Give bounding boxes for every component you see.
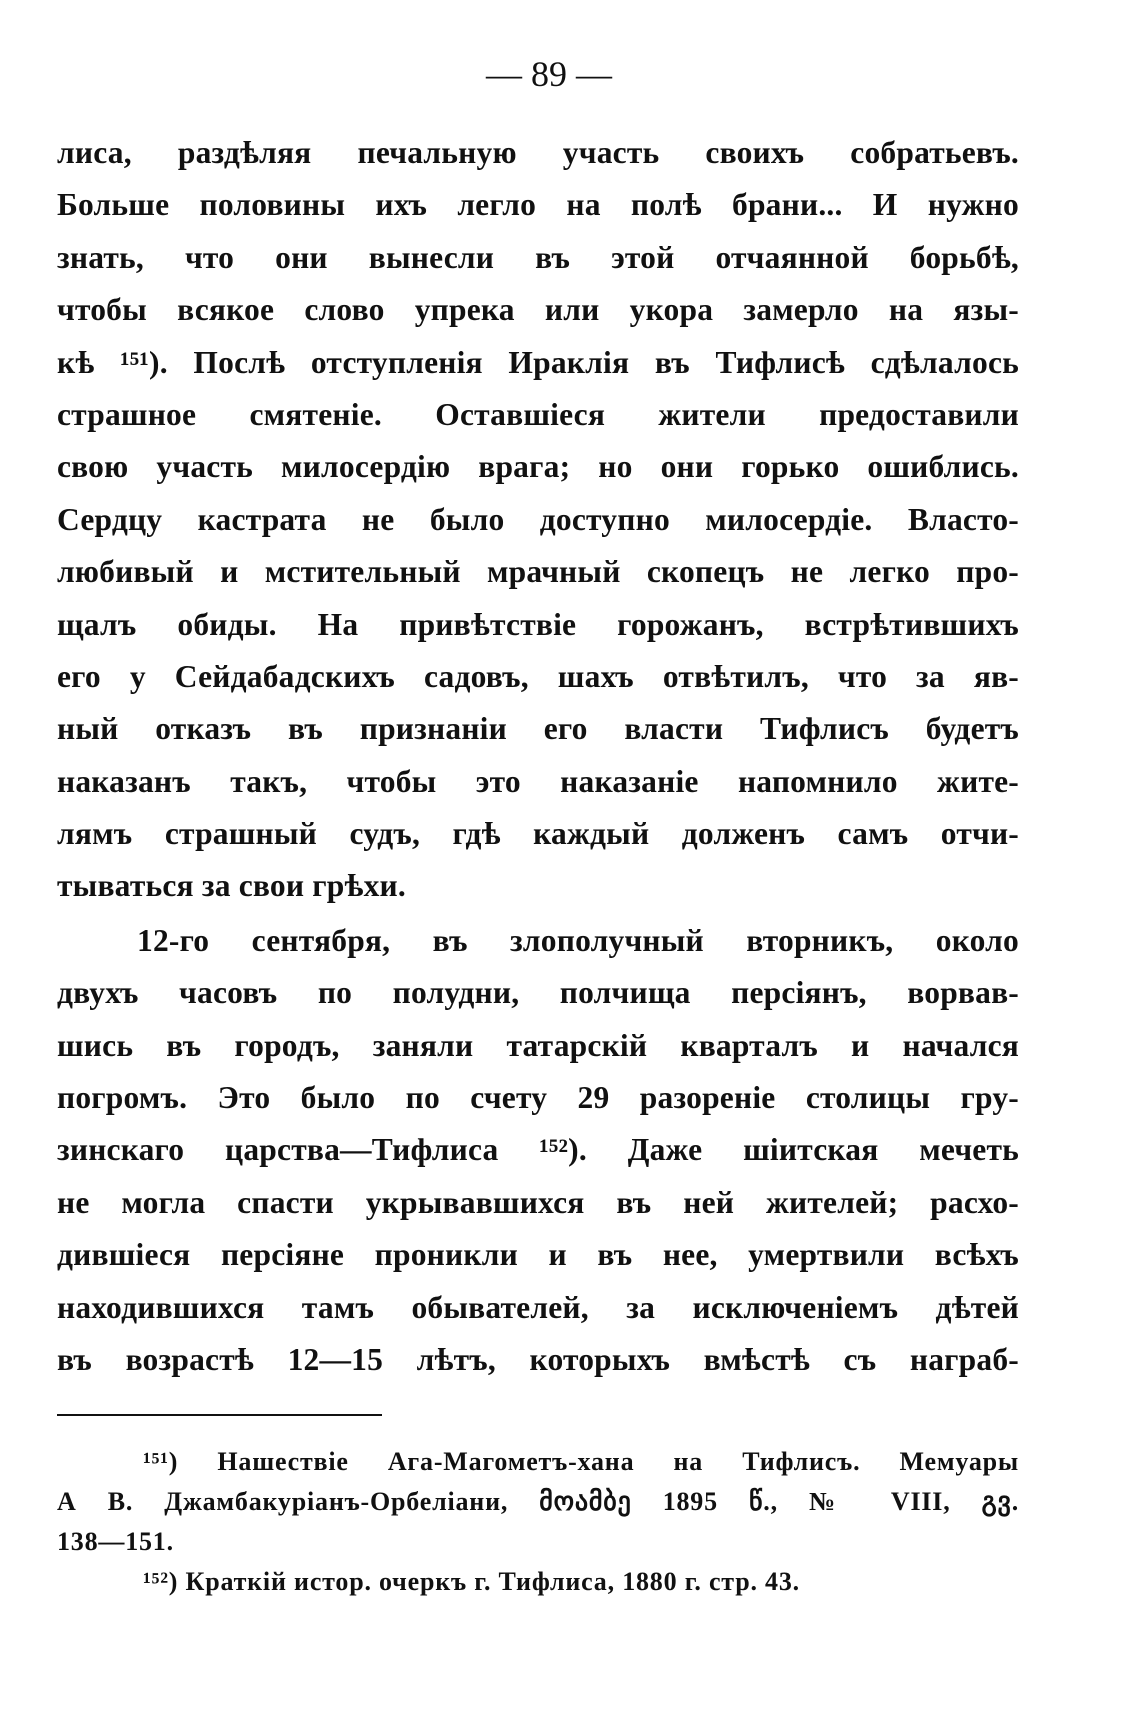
text-line: двухъ часовъ по полудни, полчища персіянъ, ворвав- (57, 975, 1019, 1011)
page-number: — 89 — (486, 54, 612, 94)
text-line: находившихся тамъ обывателей, за исключеніемъ дѣтей (57, 1289, 1019, 1325)
footnote-separator (57, 1414, 382, 1416)
text-line: его у Сейдабадскихъ садовъ, шахъ отвѣтилъ, что за яв- (57, 658, 1019, 694)
text-line: дившіеся персіяне проникли и въ нее, умертвили всѣхъ (57, 1237, 1019, 1273)
text-line: не могла спасти укрывавшихся въ ней жителей; расхо- (57, 1184, 1019, 1220)
text-line: любивый и мстительный мрачный скопецъ не легко про- (57, 554, 1019, 590)
text-line: щалъ обиды. На привѣтствіе горожанъ, встрѣтившихъ (57, 606, 1019, 642)
text-line: шись въ городъ, заняли татарскій кварталъ и начался (57, 1027, 1019, 1063)
text-line: наказанъ такъ, чтобы это наказаніе напомнило жите- (57, 763, 1019, 799)
text-line: зинскаго царства—Тифлиса ¹⁵²). Даже шіитская мечеть (57, 1132, 1019, 1168)
main-text (57, 127, 1019, 1386)
text-line: тываться за свои грѣхи. (57, 868, 406, 904)
text-line: ный отказъ въ признаніи его власти Тифлисъ будетъ (57, 711, 1019, 747)
footnote-152-line: ¹⁵²) Краткій истор. очеркъ г. Тифлиса, 1880 г. стр. 43. (143, 1567, 800, 1596)
text-line: знать, что они вынесли въ этой отчаянной борьбѣ, (57, 239, 1019, 275)
text-line: Сердцу кастрата не было доступно милосердіе. Власто- (57, 501, 1019, 537)
text-line: кѣ ¹⁵¹). Послѣ отступленія Ираклія въ Тифлисѣ сдѣлалось (57, 344, 1019, 380)
text-line: лямъ страшный судъ, гдѣ каждый долженъ самъ отчи- (57, 816, 1019, 852)
text-line: лиса, раздѣляя печальную участь своихъ собратьевъ. (57, 135, 1019, 170)
footnote-151-line: А В. Джамбакуріанъ-Орбеліани, მოამბე 1895 წ., № VIII, გვ. (57, 1487, 1019, 1516)
text-line: страшное смятеніе. Оставшіеся жители предоставили (57, 396, 1019, 432)
text-line: 12-го сентября, въ злополучный вторникъ, около (137, 922, 1019, 958)
footnotes (57, 1442, 1019, 1602)
text-line: погромъ. Это было по счету 29 разореніе столицы гру- (57, 1080, 1019, 1116)
text-line: Больше половины ихъ легло на полѣ брани... И нужно (57, 187, 1019, 223)
footnote-151-line: 138—151. (57, 1527, 174, 1556)
text-line: чтобы всякое слово упрека или укора замерло на язы- (57, 292, 1019, 328)
text-line: свою участь милосердію врага; но они горько ошиблись. (57, 449, 1019, 485)
text-line: въ возрастѣ 12—15 лѣтъ, которыхъ вмѣстѣ съ награб- (57, 1341, 1019, 1377)
footnote-151-line: ¹⁵¹) Нашествіе Ага-Магометъ-хана на Тифлисъ. Мемуары (143, 1447, 1019, 1476)
